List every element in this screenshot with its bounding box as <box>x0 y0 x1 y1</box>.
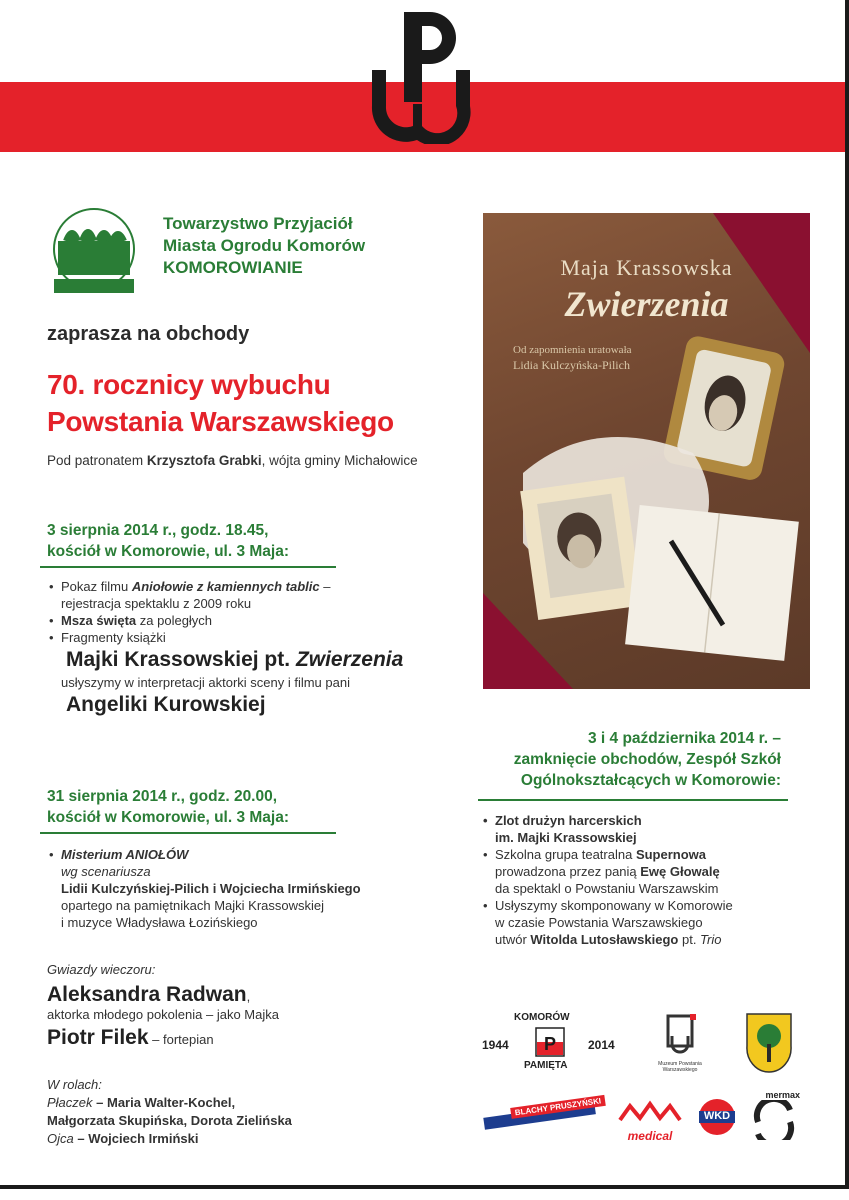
svg-text:P: P <box>543 1034 557 1054</box>
stars-block <box>47 962 279 1050</box>
org-name-line: Miasta Ogrodu Komorów <box>163 236 366 255</box>
stars-label: Gwiazdy wieczoru: <box>47 962 156 977</box>
section1-heading <box>47 520 289 562</box>
list-item-continued: im. Majki Krassowskiej <box>495 830 637 845</box>
medical-logo: medical <box>616 1098 684 1138</box>
patron-suffix: , wójta gminy Michałowice <box>261 453 418 468</box>
roles-block <box>47 1076 292 1148</box>
star-name: Piotr Filek <box>47 1026 149 1049</box>
headline-line: 70. rocznicy wybuchu <box>47 369 331 400</box>
section2-place: kościół w Komorowie, ul. 3 Maja: <box>47 809 290 826</box>
list-item: • Szkolna grupa teatralna Supernowa <box>481 846 733 863</box>
blachy-pruszynski-logo: BLACHY PRUSZYŃSKI <box>482 1096 597 1141</box>
patronage-line <box>47 453 418 468</box>
book-cover-title: Zwierzenia <box>564 284 729 324</box>
komorow-pamieta-logo: P KOMORÓW PAMIĘTA 1944 2014 <box>478 1012 626 1077</box>
headline-line: Powstania Warszawskiego <box>47 406 394 437</box>
interpretation-line: usłyszymy w interpretacji aktorki sceny i filmu pani <box>61 675 350 690</box>
section1-divider <box>40 566 336 568</box>
list-item: • Msza święta za poległych <box>47 612 403 629</box>
muzeum-pw-logo: Muzeum Powstania Warszawskiego <box>650 1012 710 1074</box>
book-author-line: Majki Krassowskiej pt. Zwierzenia <box>66 648 404 671</box>
list-item-continued: prowadzona przez panią Ewę Głowalę <box>495 864 720 879</box>
section3-list <box>481 812 733 948</box>
section2-date: 31 sierpnia 2014 r., godz. 20.00, <box>47 788 278 805</box>
medical-wave-icon <box>616 1098 684 1124</box>
gmina-coat-of-arms-icon <box>745 1010 793 1074</box>
kotwica-emblem-icon <box>368 8 478 144</box>
invite-text: zaprasza na obchody <box>47 323 250 345</box>
role-line: Ojca – Wojciech Irmiński <box>47 1131 199 1146</box>
book-title: Zwierzenia <box>295 648 404 671</box>
section2-heading <box>47 786 289 828</box>
star-1: Aleksandra Radwan, <box>47 983 251 1006</box>
list-item-continued: rejestracja spektaklu z 2009 roku <box>61 596 252 611</box>
section3-date: 3 i 4 października 2014 r. – <box>587 730 781 747</box>
section3-event: zamknięcie obchodów, Zespół Szkół <box>513 751 781 768</box>
organization-name <box>163 213 365 279</box>
scenario-line: wg scenariusza <box>61 864 151 879</box>
list-item-continued: w czasie Powstania Warszawskiego <box>495 915 703 930</box>
patron-prefix: Pod patronatem <box>47 453 147 468</box>
mermax-icon <box>752 1100 796 1140</box>
patron-name: Krzysztofa Grabki <box>146 453 262 468</box>
based-on-line: opartego na pamiętnikach Majki Krassowskiej <box>61 898 325 913</box>
section2-list <box>47 846 361 931</box>
book-cover-image <box>483 213 810 689</box>
book-cover-author: Maja Krassowska <box>560 255 733 280</box>
list-item: • Fragmenty książki <box>47 629 403 646</box>
star-name: Aleksandra Radwan <box>47 983 247 1006</box>
authors-line: Lidii Kulczyńskiej-Pilich i Wojciecha Irmińskiego <box>61 881 361 896</box>
role-line: Płaczek – Maria Walter-Kochel, <box>47 1095 236 1110</box>
event-headline <box>47 366 394 440</box>
list-item: • Pokaz filmu Aniołowie z kamiennych tablic – <box>47 578 403 595</box>
role-line: Małgorzata Skupińska, Dorota Zielińska <box>47 1113 292 1128</box>
list-item-continued: da spektakl o Powstaniu Warszawskim <box>495 881 719 896</box>
org-name-line: KOMOROWIANIE <box>163 258 303 277</box>
organization-logo <box>44 205 144 297</box>
section1-list <box>47 578 403 719</box>
section1-place: kościół w Komorowie, ul. 3 Maja: <box>47 543 290 560</box>
list-item-continued: utwór Witolda Lutosławskiego pt. Trio <box>495 932 722 947</box>
wkd-logo: WKD <box>695 1097 739 1137</box>
music-line: i muzyce Władysława Łozińskiego <box>61 915 258 930</box>
list-item: • Zlot drużyn harcerskich <box>481 812 733 829</box>
roles-label: W rolach: <box>47 1077 102 1092</box>
star-desc: aktorka młodego pokolenia – jako Majka <box>47 1007 279 1022</box>
section3-divider <box>478 799 788 801</box>
mermax-logo: mermax <box>752 1090 800 1142</box>
list-item: • Usłyszymy skomponowany w Komorowie <box>481 897 733 914</box>
muzeum-pw-icon <box>650 1012 710 1056</box>
actress-name: Angeliki Kurowskiej <box>66 693 266 716</box>
film-title: Aniołowie z kamiennych tablic <box>131 579 320 594</box>
star-2: Piotr Filek – fortepian <box>47 1026 214 1049</box>
org-name-line: Towarzystwo Przyjaciół <box>163 214 353 233</box>
section3-heading <box>481 728 781 791</box>
list-item: • Misterium ANIOŁÓW <box>47 846 361 863</box>
section1-date: 3 sierpnia 2014 r., godz. 18.45, <box>47 522 269 539</box>
book-cover-subtitle: Od zapomnienia uratowała Lidia Kulczyńska-Pilich <box>513 344 632 372</box>
section3-place: Ogólnokształcących w Komorowie: <box>520 772 781 789</box>
section2-divider <box>40 832 336 834</box>
